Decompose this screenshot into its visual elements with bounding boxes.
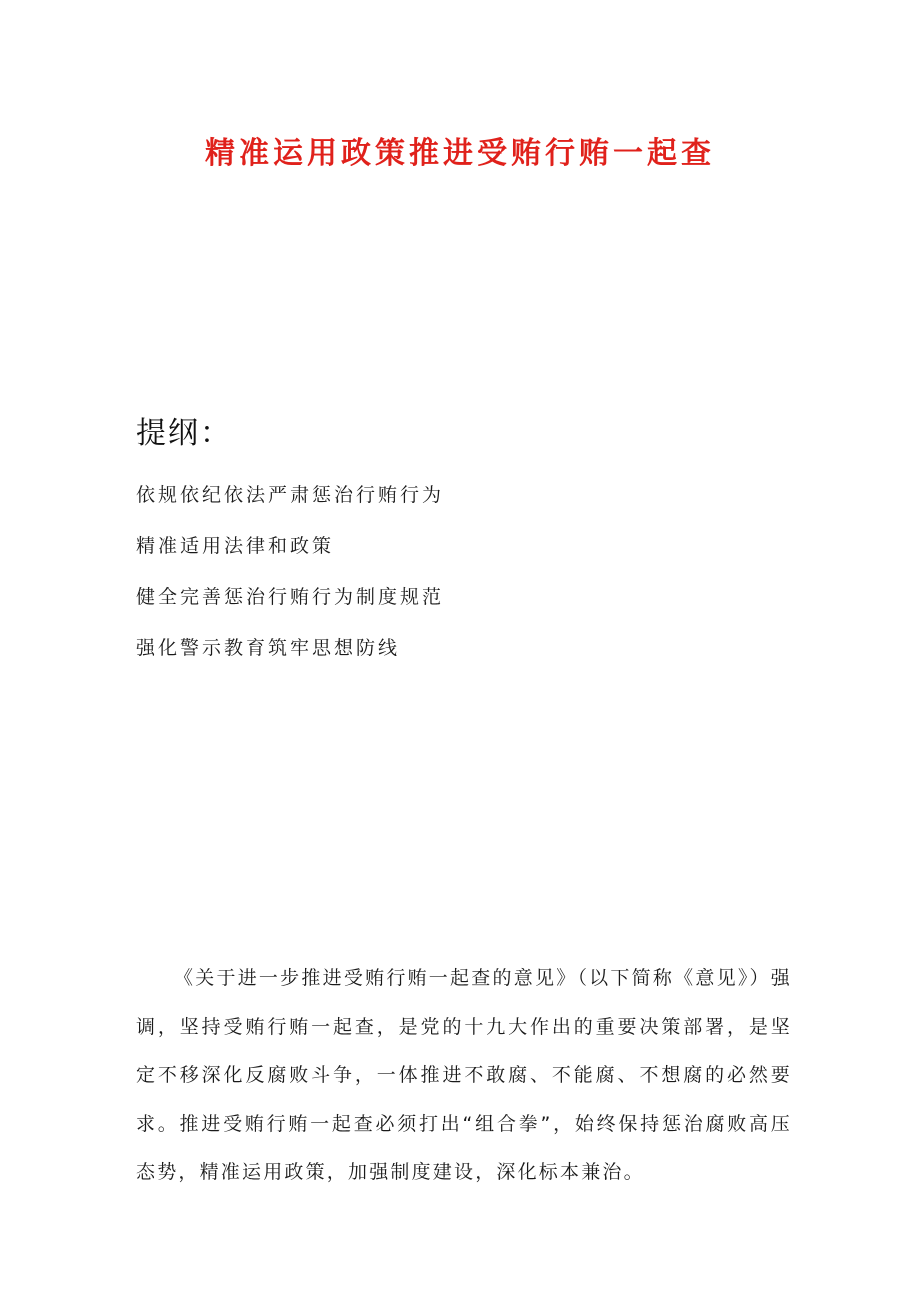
body-paragraph: 《关于进一步推进受贿行贿一起查的意见》（以下简称《意见》）强调，坚持受贿行贿一起查，是党的十九大作出的重要决策部署，是坚定不移深化反腐败斗争，一体推进不敢腐、不能腐、不想腐的必然要求。推进受贿行贿一起查必须打出“组合拳”，始终保持惩治腐败高压态势，精准运用政策，加强制度建设，深化标本兼治。 xyxy=(136,967,792,1183)
document-title: 精准运用政策推进受贿行贿一起查 xyxy=(205,136,715,172)
outline-item: 健全完善惩治行贿行为制度规范 xyxy=(136,586,445,608)
outline-list xyxy=(136,478,444,682)
outline-item: 依规依纪依法严肃惩治行贿行为 xyxy=(136,484,445,506)
outline-item: 精准适用法律和政策 xyxy=(136,535,335,557)
outline-heading: 提纲： xyxy=(136,416,232,451)
outline-item: 强化警示教育筑牢思想防线 xyxy=(136,637,401,659)
